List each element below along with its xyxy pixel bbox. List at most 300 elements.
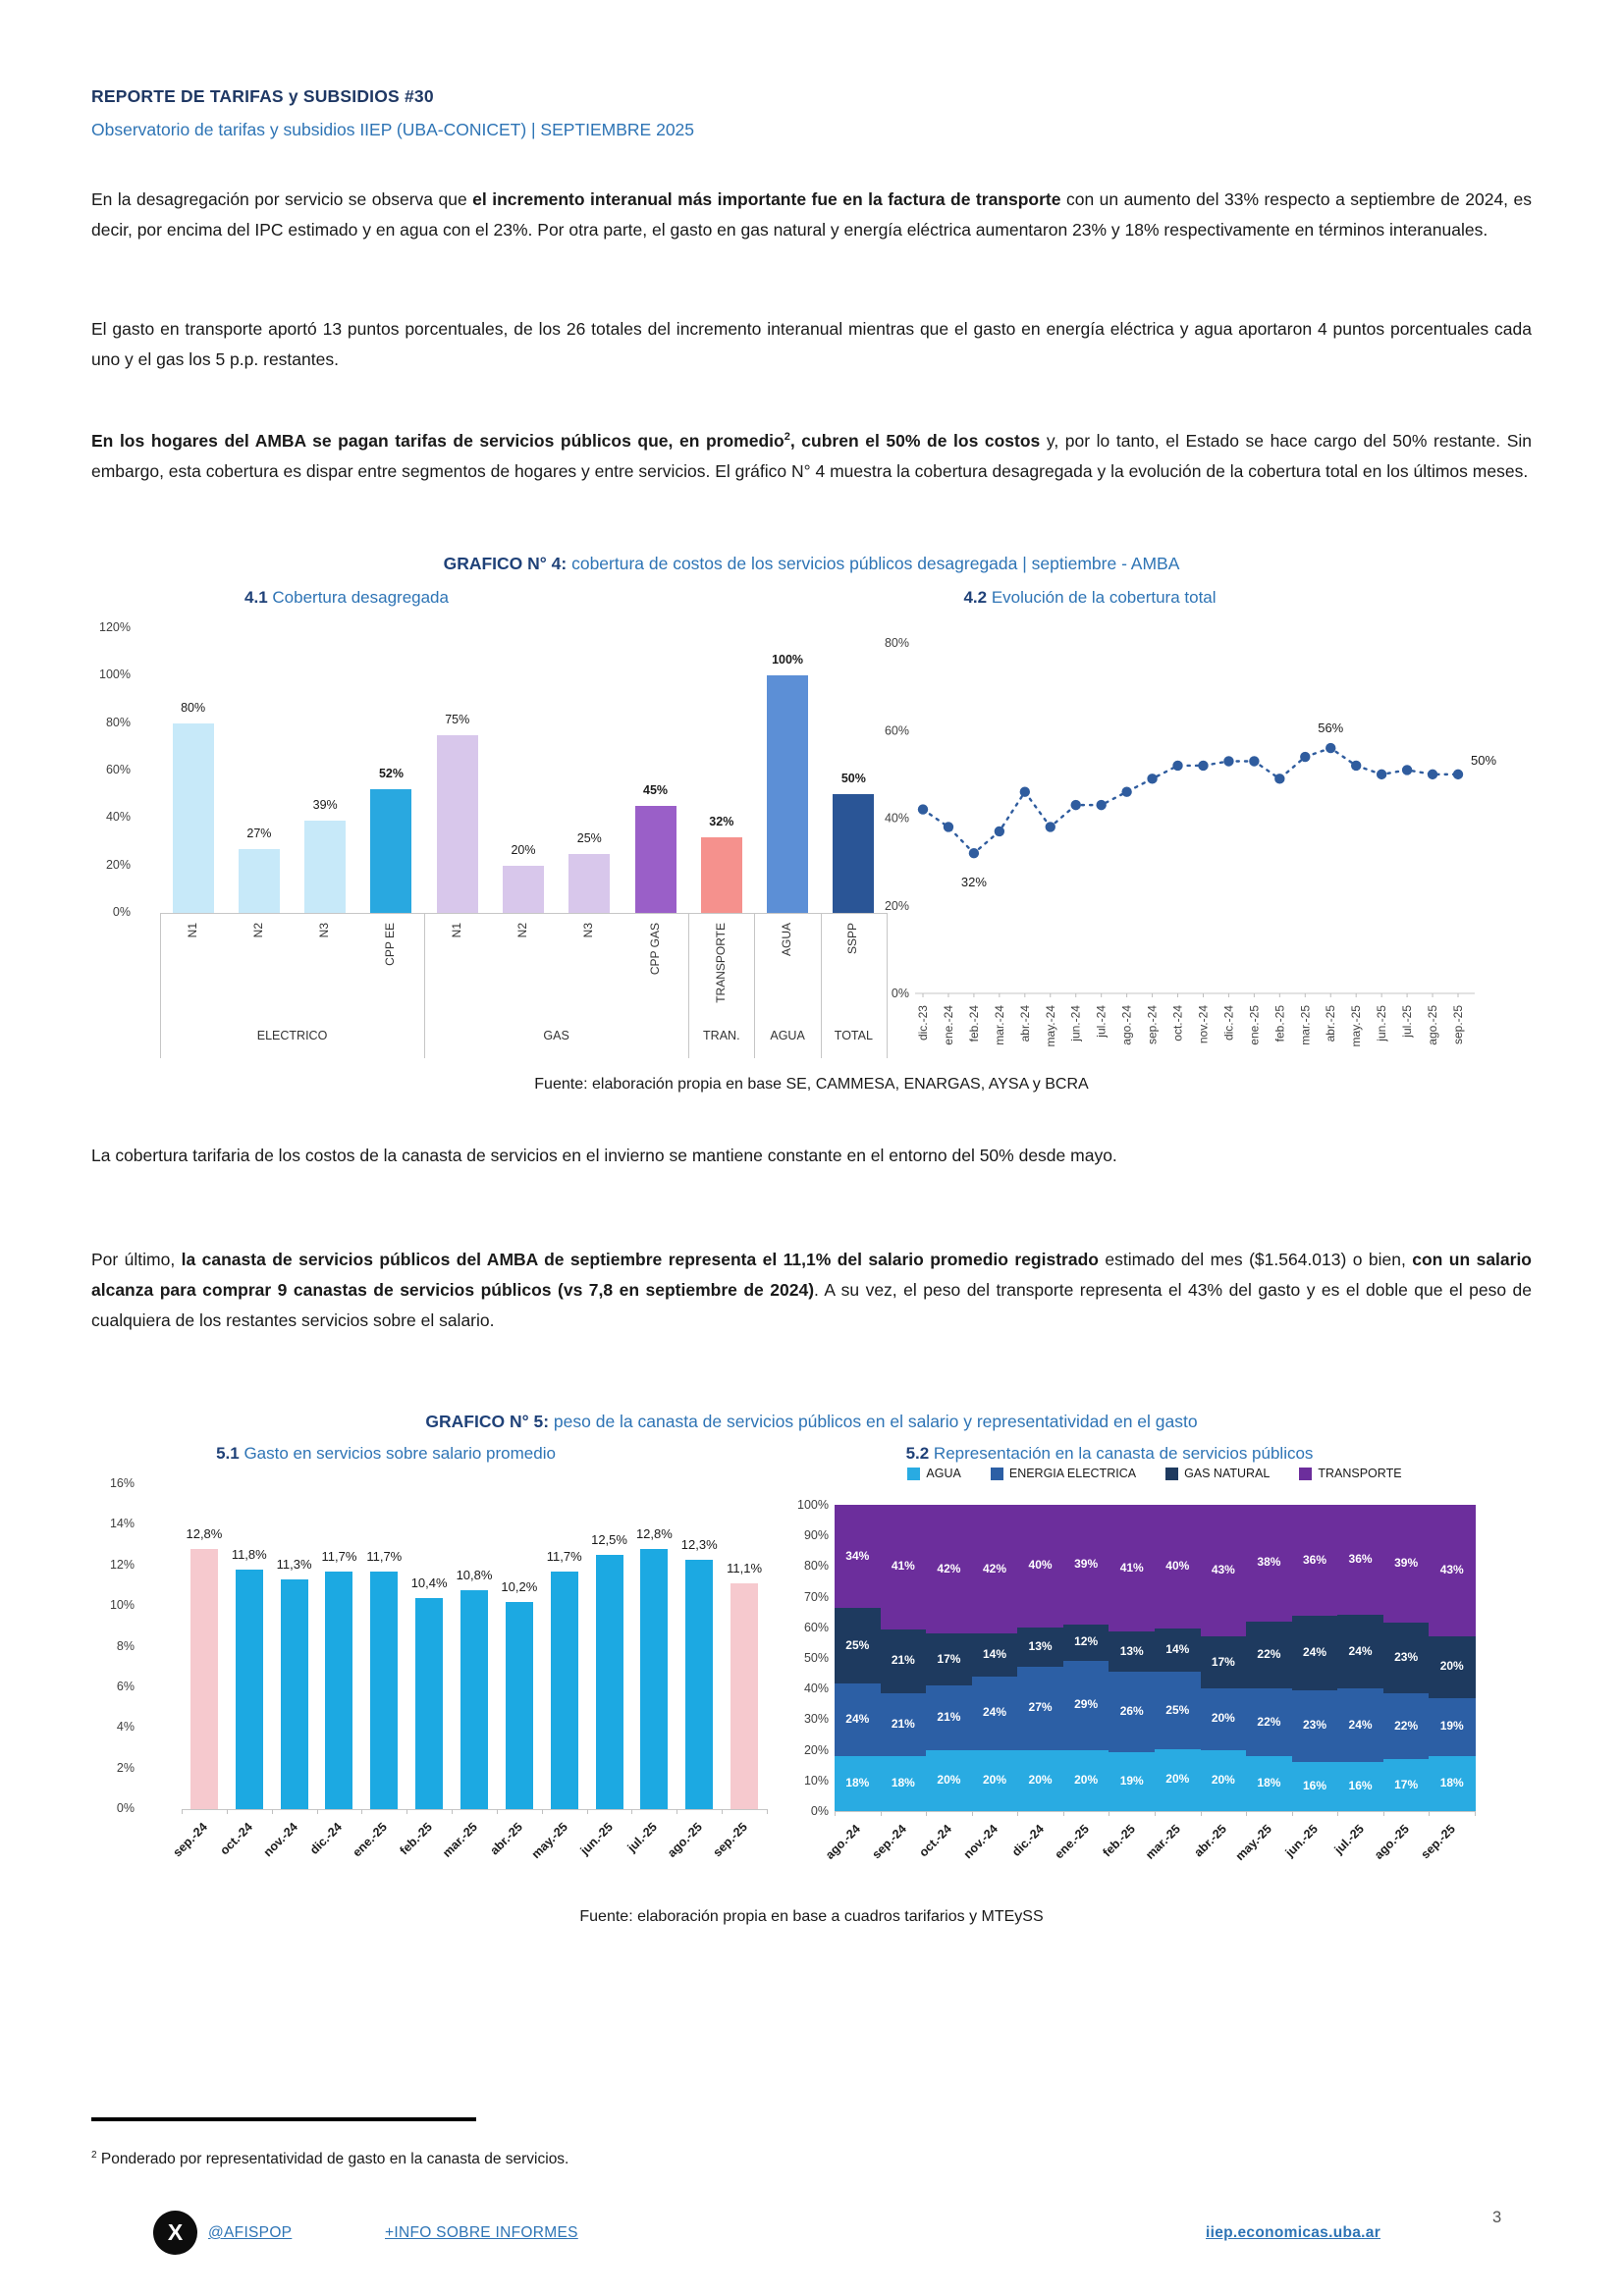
bar [730,1583,758,1809]
segment-value-label: 21% [891,1716,915,1731]
segment-value-label: 40% [1028,1558,1053,1573]
x-axis-label: ene.-25 [1247,1005,1262,1045]
bar [568,854,610,913]
text-run-bold: el incremento interanual más importante fue en la factura de transporte [472,189,1061,209]
chart-subtitle-number: 5.2 [905,1444,930,1463]
data-point [1274,774,1284,783]
bar-value-label: 45% [643,783,669,797]
segment-value-label: 24% [845,1712,870,1727]
data-point [1300,752,1310,762]
x-axis-label: jun.-25 [577,1820,616,1858]
segment-value-label: 22% [1257,1714,1281,1729]
y-axis-label: 80% [105,715,131,729]
x-axis-tick [631,1809,632,1814]
segment-value-label: 22% [1257,1646,1281,1661]
y-axis-label: 0% [810,1804,829,1818]
bar-category-label: N2 [250,923,265,938]
text-run-bold [91,431,1040,451]
point-annotation: 56% [1318,721,1344,736]
y-axis-label: 100% [797,1498,829,1512]
x-axis-label: ago.-24 [1119,1005,1134,1045]
legend-label: TRANSPORTE [1318,1467,1402,1480]
data-point [1172,761,1182,771]
x-axis-tick [1429,1811,1430,1816]
segment-value-label: 20% [1211,1772,1235,1787]
text-run: En los hogares del AMBA se pagan tarifas de servicios públicos que, en promedio [91,430,784,451]
x-axis-label: abr.-25 [1324,1005,1338,1042]
bar [370,1572,398,1809]
segment-value-label: 43% [1211,1563,1235,1577]
data-point [1351,761,1361,771]
grafico4-title [91,554,1532,574]
segment-value-label: 24% [1348,1643,1373,1658]
bar [415,1598,443,1809]
y-axis-label: 30% [803,1712,829,1727]
y-axis-label: 60% [803,1620,829,1634]
info-reports-link[interactable]: +INFO SOBRE INFORMES [385,2224,578,2241]
text-run: Ponderado por representatividad de gasto en la canasta de servicios. [96,2151,569,2168]
x-glyph: X [167,2219,184,2245]
bar [701,837,742,913]
x-axis-label: jul.-25 [624,1820,661,1855]
chart-legend [835,1467,1475,1480]
segment-value-label: 20% [937,1772,961,1787]
segment-value-label: 20% [1028,1772,1053,1787]
data-point [995,827,1004,836]
x-axis-label: abr.-24 [1017,1005,1032,1042]
segment-value-label: 20% [982,1772,1006,1787]
segment-value-label: 34% [845,1548,870,1563]
x-axis-label: jun.-25 [1282,1822,1321,1860]
x-axis-label: mar.-25 [1143,1822,1184,1862]
bar-value-label: 11,1% [727,1561,763,1575]
x-axis-tick [926,1811,927,1816]
bar-value-label: 39% [312,798,338,812]
y-axis-label: 8% [116,1638,135,1653]
chart-cobertura-desagregada [91,618,906,1080]
x-axis-label: sep.-24 [170,1820,210,1860]
bar-value-label: 12,8% [186,1526,223,1541]
y-axis-label: 80% [803,1559,829,1574]
y-axis-label: 100% [99,667,131,682]
x-axis-label: abr.-25 [487,1820,525,1858]
bar [325,1572,352,1809]
legend-item-transporte [1299,1467,1401,1480]
x-axis-label: ene.-25 [350,1820,391,1860]
bar-category-label: CPP EE [383,923,398,966]
x-axis-label: oct.-24 [217,1820,255,1858]
bar [767,675,808,913]
chart-title-label: GRAFICO N° 4: [443,554,568,573]
x-axis-label: dic.-24 [307,1820,346,1857]
bar-category-label: SSPP [845,923,860,955]
y-axis-label: 0% [116,1801,135,1815]
x-axis-label: nov.-24 [1196,1005,1211,1044]
paragraph-canasta-salario [91,1245,1532,1336]
data-point [1020,787,1030,797]
x-axis-label: mar.-24 [992,1005,1006,1045]
segment-value-label: 18% [845,1776,870,1790]
segment-value-label: 43% [1439,1563,1464,1577]
x-axis-label: feb.-25 [1100,1822,1138,1860]
chart-subtitle-text: Cobertura desagregada [267,588,449,607]
x-axis-label: feb.-25 [1272,1005,1287,1042]
bar-category-label: AGUA [780,923,794,957]
legend-swatch [1299,1468,1312,1480]
segment-value-label: 24% [1348,1717,1373,1732]
data-point [969,848,979,858]
legend-swatch [907,1468,920,1480]
bar [236,1570,263,1809]
y-axis-label: 0% [891,987,909,1000]
segment-value-label: 20% [1074,1772,1099,1787]
text-run: . A su vez, el peso del transporte representa el 43% del gasto y es el doble que el peso de cualquiera de los restantes servicios sobre el salario. [91,1280,1532,1330]
data-point [944,822,953,831]
segment-value-label: 14% [982,1646,1006,1661]
segment-value-label: 26% [1119,1704,1144,1719]
x-axis-label: jun.-24 [1068,1005,1083,1041]
x-axis-tick [1246,1811,1247,1816]
segment-value-label: 36% [1302,1552,1326,1567]
chart-subtitle-number: 5.1 [216,1444,240,1463]
x-axis-tick [497,1809,498,1814]
segment-value-label: 25% [1165,1702,1190,1717]
bar-category-label: N3 [317,923,332,938]
x-axis-label: ago.-25 [1372,1822,1413,1862]
segment-value-label: 27% [1028,1700,1053,1715]
x-axis-tick [452,1809,453,1814]
data-point [1121,787,1131,797]
segment-value-label: 18% [1439,1775,1464,1789]
bar-category-label: N1 [449,923,463,938]
legend-label: GAS NATURAL [1184,1467,1271,1480]
bar [437,735,478,913]
x-axis-label: ago.-25 [1426,1005,1440,1045]
data-point [1096,800,1106,810]
legend-item-gas-natural [1165,1467,1270,1480]
segment-value-label: 42% [982,1561,1006,1575]
segment-value-label: 19% [1439,1719,1464,1734]
segment-value-label: 23% [1302,1718,1326,1733]
x-axis-tick [1475,1811,1476,1816]
segment-value-label: 20% [1165,1772,1190,1787]
paragraph-desagregacion-servicio [91,185,1532,245]
x-axis-tick [972,1811,973,1816]
bar-value-label: 11,7% [546,1549,582,1564]
x-axis-tick [272,1809,273,1814]
bar [596,1555,623,1809]
group-label: TOTAL [834,1029,873,1042]
bar [239,849,280,913]
x-axis-tick [1337,1811,1338,1816]
legend-item-energia-electrica [991,1467,1136,1480]
y-axis-label: 20% [884,898,909,913]
bar-value-label: 11,7% [321,1549,357,1564]
bar-category-label: N3 [581,923,596,938]
bar-value-label: 52% [378,767,404,780]
x-axis-line [182,1809,767,1810]
x-axis-tick [182,1809,183,1814]
text-run-bold: con un salario alcanza para comprar 9 canastas de servicios públicos (vs 7,8 en septiembre de 2024) [91,1250,1533,1300]
chart-subtitle-number: 4.2 [963,588,988,607]
segment-value-label: 17% [1394,1777,1419,1791]
x-axis-tick [1383,1811,1384,1816]
segment-value-label: 40% [1165,1559,1190,1574]
page-footer [0,2209,1623,2277]
x-axis-tick [406,1809,407,1814]
line-chart-canvas [864,628,1551,1090]
x-axis-label: abr.-25 [1191,1822,1229,1860]
text-run: En la desagregación por servicio se observa que [91,189,473,209]
y-axis-label: 40% [803,1682,829,1696]
segment-value-label: 14% [1165,1642,1190,1657]
x-axis-label: ene.-25 [1052,1822,1093,1862]
paragraph-aporte-transporte: El gasto en transporte aportó 13 puntos porcentuales, de los 26 totales del incremento interanual mientras que el gasto en energía eléctrica y agua aportaron 4 puntos porcentuales cada uno y el gas los 5 p.p. restantes. [91,319,1532,369]
segment-value-label: 24% [1302,1645,1326,1660]
bar-value-label: 10,4% [410,1575,448,1590]
x-axis-tick [722,1809,723,1814]
segment-value-label: 17% [937,1651,961,1666]
bar-value-label: 11,7% [366,1549,403,1564]
group-label: GAS [543,1029,569,1042]
bar-category-label: CPP GAS [647,923,662,976]
segment-value-label: 36% [1348,1552,1373,1567]
bar [685,1560,713,1809]
bar [506,1602,533,1809]
y-axis-label: 10% [109,1598,135,1613]
grafico5-title [91,1412,1532,1432]
grafico4-subtitle-right [825,588,1355,608]
x-axis-tick [881,1811,882,1816]
bar-category-label: N2 [515,923,529,938]
bar-value-label: 25% [576,831,602,845]
footnote-reference: 2 [784,431,790,443]
bar [281,1579,308,1809]
bar [503,866,544,913]
paragraph-hogares-amba [91,422,1532,487]
segment-value-label: 38% [1257,1555,1281,1570]
segment-value-label: 18% [1257,1775,1281,1789]
data-point [1325,743,1335,753]
x-axis-label: dic.-24 [1221,1005,1236,1041]
data-point [1071,800,1081,810]
segment-value-label: 16% [1348,1779,1373,1793]
x-axis-tick [676,1809,677,1814]
footnote-text [91,2150,568,2168]
grafico5-subtitle-right [776,1444,1443,1464]
grafico5-fuente: Fuente: elaboración propia en base a cuadros tarifarios y MTEySS [579,1908,1044,1925]
y-axis-label: 80% [884,636,909,650]
segment-value-label: 18% [891,1776,915,1790]
x-axis-label: nov.-24 [260,1820,300,1860]
chart-evolucion-cobertura-total [864,628,1551,1090]
segment-value-label: 17% [1211,1654,1235,1669]
bar-value-label: 32% [709,815,734,828]
y-axis-label: 20% [803,1742,829,1757]
data-point [1453,770,1463,779]
segment-value-label: 13% [1119,1643,1144,1658]
chart-subtitle-text: Evolución de la cobertura total [987,588,1217,607]
x-axis-label: sep.-25 [1451,1005,1465,1045]
x-axis-label: sep.-24 [1145,1005,1160,1045]
x-axis-label: nov.-24 [960,1822,1001,1862]
bar [460,1590,488,1809]
segment-value-label: 25% [845,1637,870,1652]
text-run: , cubren el 50% de los costos [789,430,1041,451]
segment-value-label: 39% [1074,1556,1099,1571]
bar-value-label: 12,5% [591,1532,627,1547]
line-series [923,748,1458,853]
y-axis-label: 60% [105,763,131,776]
bar [173,723,214,913]
y-axis-label: 50% [803,1651,829,1665]
data-point [1223,756,1233,766]
bar-value-label: 12,3% [680,1537,718,1552]
x-axis-label: ene.-24 [941,1005,955,1045]
x-axis-label: may.-25 [528,1820,570,1862]
x-axis-tick [1063,1811,1064,1816]
segment-value-label: 16% [1302,1778,1326,1792]
page-number: 3 [1492,2209,1502,2226]
y-axis-label: 12% [109,1557,135,1572]
y-axis-label: 14% [109,1517,135,1531]
text-run: Por último, [91,1250,182,1269]
segment-value-label: 13% [1028,1639,1053,1654]
x-axis-tick [227,1809,228,1814]
y-axis-label: 2% [116,1760,135,1775]
segment-value-label: 41% [1119,1560,1144,1575]
legend-swatch [991,1468,1003,1480]
bar-value-label: 12,8% [635,1526,673,1541]
twitter-handle-link[interactable]: @AFISPOP [208,2224,293,2241]
x-axis-tick [587,1809,588,1814]
data-point [1428,770,1437,779]
grafico4-subtitle-left [91,588,602,608]
x-axis-tick [361,1809,362,1814]
chart-representacion-canasta [785,1467,1542,1918]
report-header [91,86,1532,140]
segment-value-label: 22% [1394,1718,1419,1733]
bar-value-label: 11,8% [231,1547,267,1562]
text-run: y, por lo tanto, el Estado se hace cargo del 50% restante. Sin embargo, esta cobertura es dispar entre segmentos de hogares y entre servicios. El gráfico N° 4 muestra la cobertura desagregada y la evolución de la cobertura total en los últimos meses. [91,430,1532,481]
x-axis-label: ago.-25 [665,1820,706,1860]
data-point [1198,761,1208,771]
x-axis-tick [1201,1811,1202,1816]
x-axis-label: jun.-25 [1375,1005,1389,1041]
bar-category-label: N1 [185,923,199,938]
chart-title-label: GRAFICO N° 5: [425,1412,550,1431]
paragraph-cobertura-invierno: La cobertura tarifaria de los costos de la canasta de servicios en el invierno se mantiene constante en el entorno del 50% desde mayo. [91,1146,1117,1165]
x-axis-label: jul.-25 [1400,1005,1415,1038]
y-axis-label: 10% [803,1773,829,1788]
y-axis-label: 60% [884,723,909,738]
data-point [1402,765,1412,774]
bar [640,1549,668,1809]
grafico5-subtitle-left [91,1444,680,1464]
group-label: TRAN. [703,1029,740,1042]
y-axis-label: 6% [116,1679,135,1693]
segment-value-label: 29% [1074,1697,1099,1712]
legend-label: AGUA [926,1467,961,1480]
segment-value-label: 20% [1211,1711,1235,1726]
chart-subtitle-number: 4.1 [244,588,268,607]
data-point [1377,770,1386,779]
x-axis-tick [542,1809,543,1814]
data-point [1046,822,1055,831]
bar [304,821,346,913]
y-axis-label: 120% [99,620,131,634]
point-annotation: 32% [960,875,987,890]
y-axis-label: 0% [112,905,131,919]
x-axis-label: jul.-24 [1094,1005,1109,1038]
website-link[interactable]: iiep.economicas.uba.ar [1206,2224,1381,2241]
bar-value-label: 50% [840,772,866,785]
legend-label: ENERGIA ELECTRICA [1008,1467,1137,1480]
x-axis-label: sep.-24 [869,1822,909,1862]
x-twitter-icon[interactable] [153,2211,197,2255]
segment-value-label: 21% [891,1653,915,1668]
segment-value-label: 21% [937,1709,961,1724]
segment-value-label: 39% [1394,1556,1419,1571]
bar [635,806,676,913]
x-axis-label: may.-25 [1349,1005,1364,1047]
data-point [1147,774,1157,783]
grafico4-fuente: Fuente: elaboración propia en base SE, CAMMESA, ENARGAS, AYSA y BCRA [534,1076,1089,1093]
bar-value-label: 80% [181,701,206,715]
bar [551,1572,578,1809]
y-axis-label: 16% [109,1476,135,1490]
x-axis-label: oct.-24 [1170,1005,1185,1041]
x-axis-tick [1292,1811,1293,1816]
bar-value-label: 100% [772,653,804,667]
x-axis-tick [767,1809,768,1814]
y-axis-label: 40% [105,810,131,825]
legend-swatch [1165,1468,1178,1480]
x-axis-label: jul.-25 [1331,1822,1367,1857]
group-label: AGUA [770,1029,805,1042]
bar [370,789,411,913]
legend-item-agua [907,1467,960,1480]
text-run-bold: la canasta de servicios públicos del AMBA de septiembre representa el 11,1% del salario promedio registrado [181,1250,1099,1269]
bar [190,1549,218,1809]
footnote-number: 2 [91,2150,97,2161]
segment-value-label: 42% [937,1561,961,1575]
bar-value-label: 27% [246,827,272,840]
text-run: estimado del mes ($1.564.013) o bien, [1098,1250,1413,1269]
x-axis-label: ago.-24 [823,1822,864,1862]
x-axis-tick [1017,1811,1018,1816]
segment-value-label: 19% [1119,1774,1144,1789]
data-point [1249,756,1259,766]
y-axis-label: 4% [116,1720,135,1735]
x-axis-label: sep.-25 [1418,1822,1458,1862]
chart-subtitle-text: Gasto en servicios sobre salario promedio [239,1444,556,1463]
y-axis-label: 20% [105,857,131,872]
report-subtitle: Observatorio de tarifas y subsidios IIEP (UBA-CONICET) | SEPTIEMBRE 2025 [91,120,695,139]
text-run: con un aumento del 33% respecto a septiembre de 2024, es decir, por encima del IPC estimado y en agua con el 23%. Por otra parte, el gasto en gas natural y energía eléctrica aumentaron 23% y 18% respectivamente en términos interanuales. [91,189,1532,240]
x-axis-tick [1155,1811,1156,1816]
bar-value-label: 10,8% [456,1568,493,1582]
bar-value-label: 11,3% [276,1557,312,1572]
segment-value-label: 24% [982,1705,1006,1720]
bar-value-label: 20% [511,843,536,857]
segment-value-label: 23% [1394,1650,1419,1664]
chart-gasto-sobre-salario [91,1472,818,1914]
bar-category-label: TRANSPORTE [713,923,728,1003]
group-label: ELECTRICO [256,1029,328,1042]
point-annotation: 50% [1471,752,1497,768]
x-axis-label: dic.-23 [916,1005,930,1041]
